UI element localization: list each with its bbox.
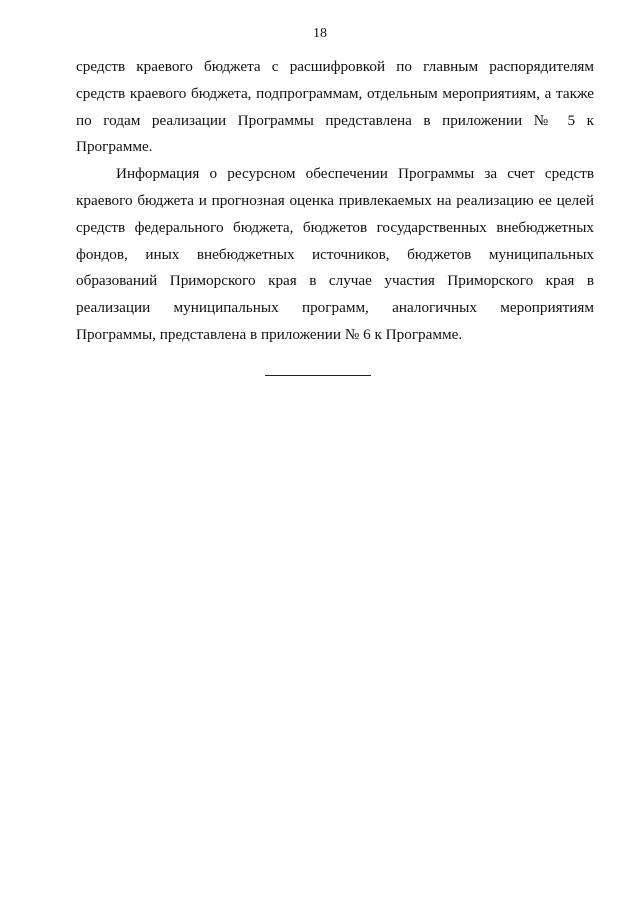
paragraph-line: образований Приморского края в случае участия Приморского края в	[76, 272, 594, 290]
paragraph-line: средств федерального бюджета, бюджетов государственных внебюджетных	[76, 218, 594, 236]
document-body	[76, 54, 594, 349]
paragraph-line: Информация о ресурсном обеспечении Программы за счет средств	[116, 165, 594, 183]
page-number: 18	[313, 26, 327, 41]
paragraph-2	[76, 161, 594, 349]
paragraph-line: Программы, представлена в приложении № 6 к Программе.	[76, 325, 463, 343]
paragraph-line: Программе.	[76, 138, 153, 156]
paragraph-line: реализации муниципальных программ, аналогичных мероприятиям	[76, 299, 594, 317]
paragraph-line: фондов, иных внебюджетных источников, бюджетов муниципальных	[76, 245, 594, 263]
paragraph-line: по годам реализации Программы представлена в приложении № 5 к	[76, 111, 594, 129]
end-separator-line	[265, 375, 371, 376]
paragraph-line: краевого бюджета и прогнозная оценка привлекаемых на реализацию ее целей	[76, 191, 594, 209]
paragraph-line: средств краевого бюджета, подпрограммам, отдельным мероприятиям, а также	[76, 84, 594, 102]
paragraph-line: средств краевого бюджета с расшифровкой по главным распорядителям	[76, 58, 594, 75]
paragraph-1	[76, 54, 594, 161]
